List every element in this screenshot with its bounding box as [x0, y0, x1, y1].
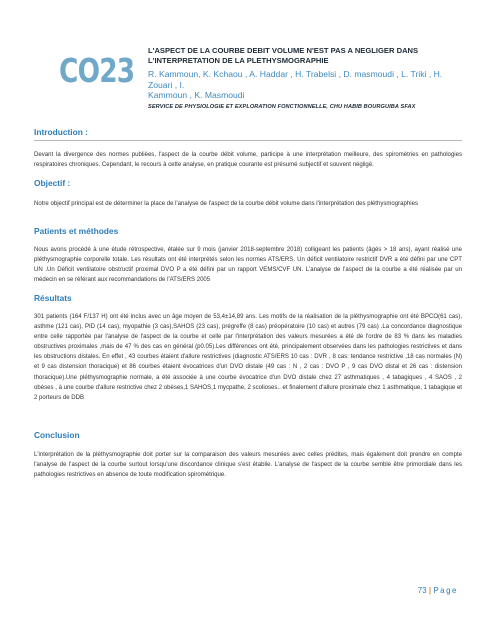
section-heading: Objectif : — [34, 178, 71, 188]
section-text: L'interprétation de la pléthysmographie doit porter sur la comparaison des valeurs mesurées avec celles prédites, mais également doit prendre en compte l'analyse de l'aspect de la courbe surtout lorsqu'une discordance clinique s'est établie. L'analyse de l'aspect de la courbe semble être primordiale dans les pathologies restrictives en absence de toute modification spirométrique. — [34, 452, 462, 479]
section-heading: Résultats — [34, 293, 72, 303]
section-text: Notre objectif principal est de déterminer la place de l'analyse de l'aspect de la courbe débit volume dans l'interprétation des pléthysmographies — [34, 201, 418, 207]
footer-separator: | — [428, 586, 432, 595]
authors-line-1: R. Kammoun, K. Kchaou , A. Haddar , H. Trabelsi , D. masmoudi , L. Triki , H. Zouari , I. — [148, 69, 443, 90]
section-heading: Patients et méthodes — [34, 226, 119, 236]
section-introduction-body — [34, 150, 462, 170]
section-resultats-body — [34, 312, 462, 403]
page-label: Page — [433, 586, 458, 595]
abstract-title-line-1: L'ASPECT DE LA COURBE DEBIT VOLUME N'EST PAS A NEGLIGER DANS — [148, 46, 419, 55]
section-text: Devant la divergence des normes publiées, l'aspect de la courbe débit volume, participe à une interprétation meilleure, des spiromètries en pathologies respiratoires chroniques. Cependant, le recours à cette analyse, en pratique courante est présumé subjectif et souvent négligé. — [34, 152, 462, 169]
section-heading: Introduction : — [34, 127, 88, 137]
section-conclusion — [34, 430, 462, 441]
header-divider — [34, 140, 462, 141]
abstract-title-line-2: L'INTERPRETATION DE LA PLETHYSMOGRAPHIE — [148, 56, 329, 65]
abstract-header — [148, 46, 448, 111]
authors-line-2: Kammoun , K. Masmoudi — [148, 90, 245, 101]
section-methodes — [34, 226, 462, 237]
section-resultats — [34, 293, 462, 304]
abstract-code: CO23 — [59, 51, 135, 90]
page-number: 73 — [417, 586, 427, 595]
page-footer — [418, 586, 458, 595]
section-heading: Conclusion — [34, 430, 80, 440]
section-objectif-body — [34, 199, 462, 209]
section-conclusion-body — [34, 450, 462, 480]
section-text: Nous avons procédé à une étude rétrospective, étalée sur 9 mois (janvier 2018-septembre 2018) colligeant les patients (âgés > 18 ans), ayant réalisé une pléthysmographie corporelle totale. Les résultats ont été interprétés selon les normes ATS/ERS. Un déficit ventilatoire restrictif DVR a été défini par une CPT UN .Un Déficit ventilatoire obstructif proximal DVO P a été défini par un rapport VEMS/CVF UN. L'analyse de l'aspect de la courbe a été réalisée par un médecin en se référant aux recommandations de l'ATS/ERS 2005 — [34, 247, 462, 284]
section-introduction — [34, 127, 462, 138]
section-objectif — [34, 178, 462, 189]
section-methodes-body — [34, 245, 462, 285]
affiliation: SERVICE DE PHYSIOLOGIE ET EXPLORATION FONCTIONNELLE, CHU HABIB BOURGUIBA SFAX — [148, 103, 416, 110]
section-text: 301 patients (164 F/137 H) ont été inclus avec un âge moyen de 53,4±14,89 ans. Les motifs de la réalisation de la pléthysmographie ont été BPCO(61 cas), asthme (121 cas), PID (14 cas), myopathie (3 cas),SAHOS (23 cas), prégreffe (8 cas) préopératoire (10 cas) et autres (79 cas) .La concordance diagnostique entre celle rapportée par l'analyse de l'aspect de la courbe et celle par l'interprétation des valeurs mesurées a été de l'ordre de 83 % dans les maladies obstructives proximales ,mais de 47 % des cas en général (p0.05).Les différences ont été, principalement observées dans les pathologies restrictives et dans les obstructions distales. En effet , 43 courbes étaient d'allure restrictives (diagnostic ATS/ERS 10 cas : DVR , 8 cas: tendance restrictive ,18 cas normales (N) et 9 cas distension thoracique) et 86 courbes étaient évocatrices d'un DVO distale (49 cas : N , 2 cas : DVO P , 9 cas DVO distal et 26 cas : distension thoracique).Une pléthysmographie normale, a été associée à une courbe évocatrice d'un DVO distale chez 27 asthmatiques , 4 tabagiques , 4 SAOS , 2 obèses , à une courbe d'allure restrictive chez 2 obèses,1 SAHOS,1 mycpathe, 2 scolioses.. et finalement d'allure proximale chez 1 asthmatique, 1 tabagique et 2 porteurs de DDB — [34, 314, 462, 401]
